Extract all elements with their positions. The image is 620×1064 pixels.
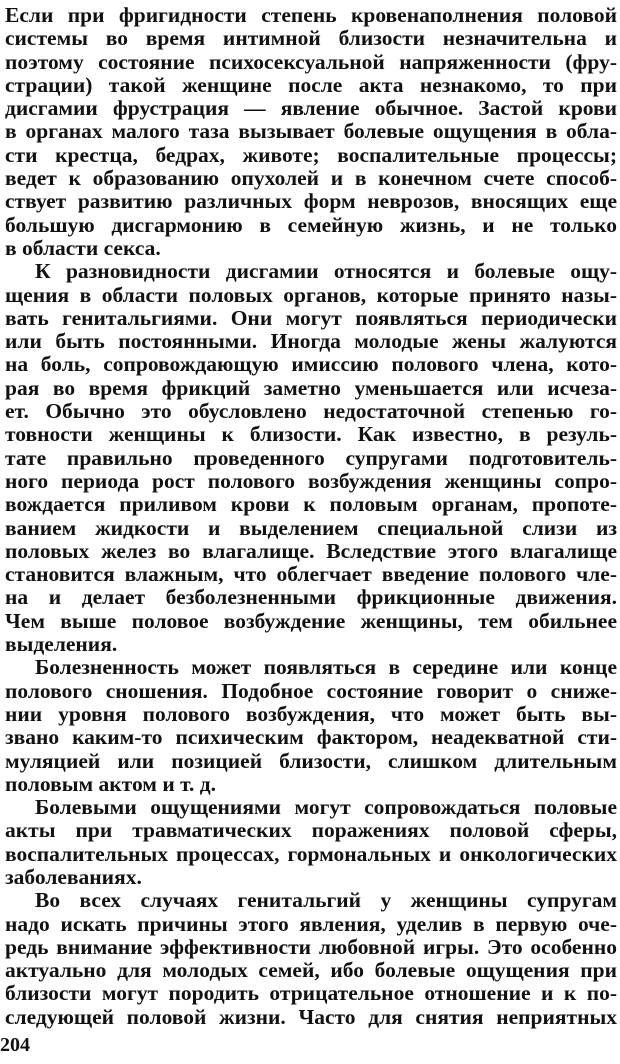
text-line: Болевыми ощущениями могут сопровождаться половые	[35, 796, 617, 820]
text-line: рая во время фрикций заметно уменьшается или исчеза-	[5, 376, 617, 400]
text-line: ведет к образованию опухолей и в конечном счете способ-	[5, 167, 617, 191]
text-line: близости могут породить отрицательное отношение и к по-	[5, 982, 617, 1006]
paragraph	[5, 4, 617, 260]
text-line: вождается приливом крови к половым органам, пропоте-	[5, 493, 617, 517]
text-line: на и делает безболезненными фрикционные движения.	[5, 586, 617, 610]
text-line: ствует развитию различных форм неврозов, вносящих еще	[5, 190, 617, 214]
text-line: редь внимание эффективности любовной игры. Это особенно	[5, 935, 617, 959]
text-line: ванием жидкости и выделением специальной слизи из	[5, 516, 617, 540]
text-line: Если при фригидности степень кровенаполнения половой	[5, 4, 617, 27]
paragraph	[5, 796, 617, 889]
text-line: ет. Обычно это обусловлено недостаточной степенью го-	[5, 400, 617, 424]
text-line: в области секса.	[5, 236, 161, 260]
page-text	[5, 4, 617, 1029]
text-line: звано каким-то психическим фактором, неадекватной сти-	[5, 726, 617, 750]
text-line: воспалительных процессах, гормональных и онкологических	[5, 842, 617, 866]
text-line: щения в области половых органов, которые принято назы-	[5, 283, 617, 307]
text-line: нии уровня полового возбуждения, что может быть вы-	[5, 702, 617, 726]
text-line: надо искать причины этого явления, уделив в первую оче-	[5, 912, 617, 936]
text-line: половым актом и т. д.	[5, 772, 217, 796]
text-line: поэтому состояние психосексуальной напряженности (фру-	[5, 50, 617, 74]
text-line: полового сношения. Подобное состояние говорит о сниже-	[5, 679, 617, 703]
paragraph	[5, 260, 617, 656]
paragraph	[5, 656, 617, 796]
text-line: заболеваниях.	[5, 865, 142, 889]
text-line: половых желез во влагалище. Вследствие этого влагалище	[5, 539, 617, 563]
text-line: вать генитальгиями. Они могут появляться периодически	[5, 306, 617, 330]
text-line: выделения.	[5, 633, 118, 657]
text-line: большую дисгармонию в семейную жизнь, и не только	[5, 213, 617, 237]
text-line: на боль, сопровождающую имиссию полового члена, кото-	[5, 353, 617, 377]
text-line: сти крестца, бедрах, животе; воспалительные процессы;	[5, 143, 617, 167]
text-line: Болезненность может появляться в середине или конце	[35, 656, 617, 680]
text-line: К разновидности дисгамии относятся и болевые ощу-	[35, 260, 617, 284]
text-line: Чем выше половое возбуждение женщины, тем обильнее	[5, 609, 617, 633]
text-line: дисгамии фрустрация — явление обычное. Застой крови	[5, 97, 617, 121]
text-line: муляцией или позицией близости, слишком длительным	[5, 749, 617, 773]
text-line: акты при травматических поражениях половой сферы,	[5, 819, 617, 843]
text-line: страции) такой женщине после акта незнакомо, то при	[5, 73, 617, 97]
text-line: следующей половой жизни. Часто для снятия неприятных	[5, 1005, 617, 1029]
page-number: 204	[0, 1034, 30, 1056]
text-line: Во всех случаях генитальгий у женщины супругам	[35, 889, 617, 913]
text-line: тате правильно проведенного супругами подготовитель-	[5, 446, 617, 470]
text-line: ного периода рост полового возбуждения женщины сопро-	[5, 469, 617, 493]
text-line: товности женщины к близости. Как известно, в резуль-	[5, 423, 617, 447]
text-line: системы во время интимной близости незначительна и	[5, 27, 617, 51]
text-line: или быть постоянными. Иногда молодые жены жалуются	[5, 330, 617, 354]
text-line: актуально для молодых семей, ибо болевые ощущения при	[5, 959, 617, 983]
text-line: становится влажным, что облегчает введение полового чле-	[5, 563, 617, 587]
text-line: в органах малого таза вызывает болевые ощущения в обла-	[5, 120, 617, 144]
paragraph	[5, 889, 617, 1029]
